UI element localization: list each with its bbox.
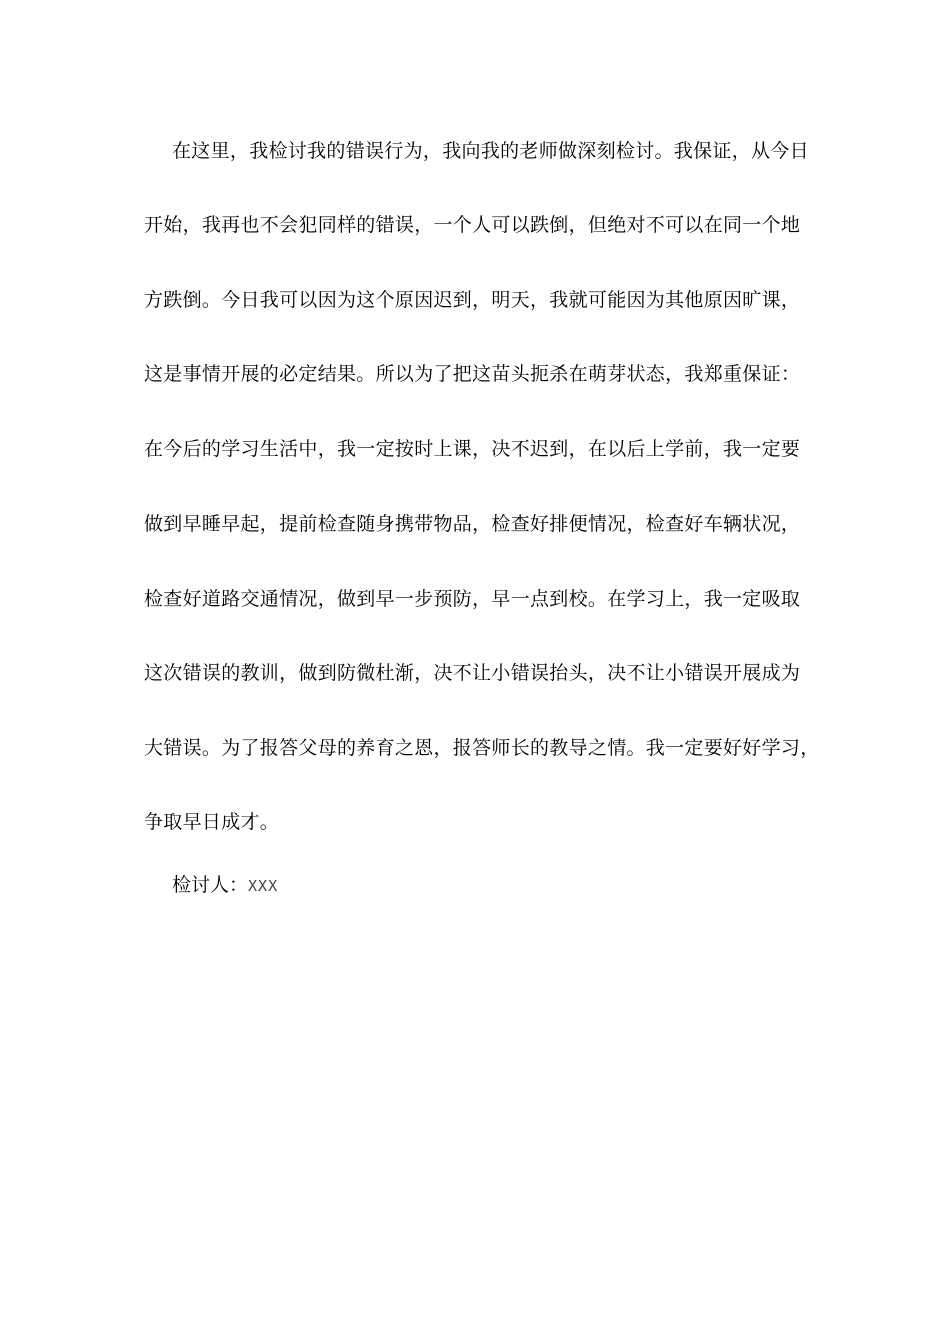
- paragraph-line: 这次错误的教训，做到防微杜渐，决不让小错误抬头，决不让小错误开展成为: [144, 662, 801, 684]
- paragraph-line: 开始，我再也不会犯同样的错误，一个人可以跌倒，但绝对不可以在同一个地: [144, 214, 801, 236]
- paragraph-line: 做到早睡早起，提前检查随身携带物品，检查好排便情况，检查好车辆状况，: [144, 513, 801, 535]
- paragraph-line: 这是事情开展的必定结果。所以为了把这苗头扼杀在萌芽状态，我郑重保证：: [144, 363, 801, 385]
- paragraph-line: 在今后的学习生活中，我一定按时上课，决不迟到，在以后上学前，我一定要: [144, 438, 801, 460]
- paragraph-line: 大错误。为了报答父母的养育之恩，报答师长的教导之情。我一定要好好学习，: [144, 737, 820, 759]
- signature-label: 检讨人：: [172, 874, 249, 896]
- signature-line: [172, 873, 278, 898]
- signature-name: XXX: [248, 877, 279, 895]
- paragraph-line: 检查好道路交通情况，做到早一步预防，早一点到校。在学习上，我一定吸取: [144, 588, 801, 610]
- paragraph-line: 方跌倒。今日我可以因为这个原因迟到，明天，我就可能因为其他原因旷课，: [144, 289, 801, 311]
- paragraph-line: 争取早日成才。: [144, 811, 280, 833]
- paragraph-line: 在这里，我检讨我的错误行为，我向我的老师做深刻检讨。我保证，从今日: [172, 140, 809, 162]
